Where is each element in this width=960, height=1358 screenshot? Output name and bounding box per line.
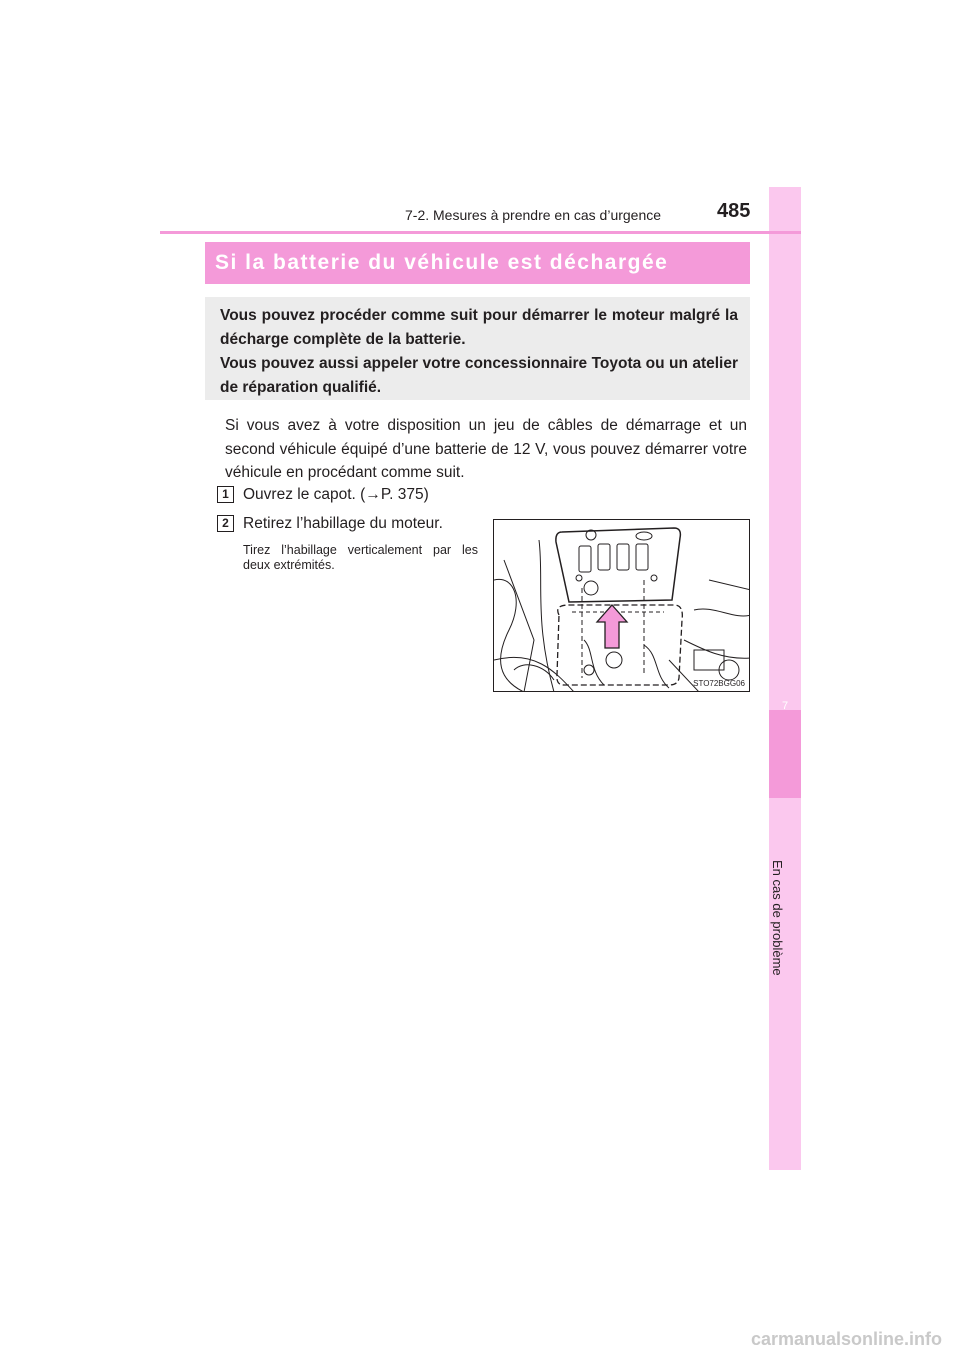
- engine-cover-figure: [493, 519, 750, 692]
- step-2-note: Tirez l’habillage verticalement par les deux extrémités.: [243, 543, 478, 572]
- intro-line-1: Vous pouvez procéder comme suit pour démarrer le moteur malgré la décharge complète de la batterie.: [220, 307, 738, 348]
- step-2-text: Retirez l’habillage du moteur.: [243, 515, 443, 532]
- intro-box: [205, 297, 750, 400]
- step-2-badge: 2: [217, 515, 234, 532]
- chapter-label: En cas de problème: [770, 860, 785, 976]
- step-1-text: Ouvrez le capot. (→P. 375): [243, 486, 429, 503]
- watermark: carmanualsonline.info: [750, 1329, 942, 1349]
- chapter-number: 7: [781, 700, 789, 712]
- side-chapter-tab-active: [769, 710, 801, 798]
- running-header: 7-2. Mesures à prendre en cas d’urgence: [405, 207, 662, 223]
- step-1-badge: 1: [217, 486, 234, 503]
- header-rule: [160, 231, 801, 234]
- intro-line-2: Vous pouvez aussi appeler votre concessionnaire Toyota ou un atelier de réparation qualifié.: [220, 355, 738, 396]
- figure-code: STO72BGG06: [693, 679, 745, 688]
- engine-cover-illustration: [494, 520, 750, 692]
- page-number: 485: [717, 200, 751, 222]
- body-paragraph: Si vous avez à votre disposition un jeu de câbles de démarrage et un second véhicule équipé d’une batterie de 12 V, vous pouvez démarrer votre véhicule en procédant comme suit.: [225, 417, 747, 481]
- section-heading: Si la batterie du véhicule est déchargée: [205, 242, 750, 284]
- lift-arrow-icon: [597, 605, 627, 648]
- side-chapter-tab: [769, 187, 801, 1170]
